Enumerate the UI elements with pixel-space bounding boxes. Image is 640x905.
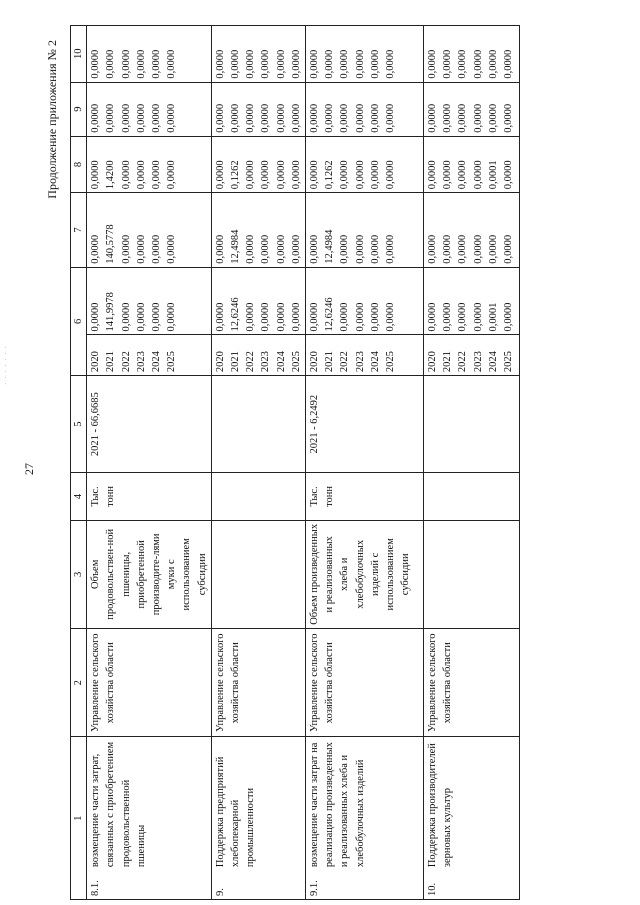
other-sources-value: 0,0000: [214, 49, 226, 79]
year-value: 2023: [472, 351, 484, 373]
page-number: 27: [22, 463, 36, 475]
total-value: 0,0000: [502, 302, 514, 332]
indicator: Объем продовольствен-ной пшеницы, приобретенной производите-лями муки с использованием субсидии: [87, 520, 212, 628]
unit: [211, 473, 305, 520]
regional-budget-value: 0,1262: [324, 160, 336, 190]
other-sources-value: 0,0000: [442, 49, 454, 79]
year: [305, 335, 423, 376]
total-value: 0,0000: [166, 302, 178, 332]
regional-budget-value: 0,0000: [502, 160, 514, 190]
indicator: [211, 520, 305, 628]
other-sources-value: 0,0000: [90, 49, 102, 79]
executor: Управление сельского хозяйства области: [305, 629, 423, 737]
year: [87, 335, 212, 376]
year-value: 2025: [384, 351, 396, 373]
regional-budget-value: 0,0000: [426, 160, 438, 190]
regional-budget-value: 0,0000: [120, 160, 132, 190]
regional-budget-value: 0,0000: [135, 160, 147, 190]
total-value: 0,0000: [214, 302, 226, 332]
column-number: 5: [71, 376, 87, 473]
total-value: 0,0000: [120, 302, 132, 332]
year-value: 2024: [369, 351, 381, 373]
regional-budget-value: 0,0000: [354, 160, 366, 190]
regional-budget-value: 0,0000: [308, 160, 320, 190]
federal-budget-value: 0,0000: [120, 234, 132, 264]
year-value: 2021: [442, 351, 454, 373]
federal-budget-value: 12,4984: [230, 229, 242, 264]
column-number: 2: [71, 629, 87, 737]
target-value: 2021 - 6,2492: [305, 376, 423, 473]
executor: Управление сельского хозяйства области: [423, 629, 519, 737]
column-number: 7: [71, 193, 87, 268]
local-budget-value: 0,0000: [214, 103, 226, 133]
federal-budget-value: 0,0000: [457, 234, 469, 264]
regional-budget-value: 0,0000: [339, 160, 351, 190]
total-value: 12,6246: [230, 297, 242, 332]
local-budget-value: 0,0000: [105, 103, 117, 133]
total-value: 0,0000: [150, 302, 162, 332]
total-value: 0,0000: [308, 302, 320, 332]
local-budget: [211, 82, 305, 136]
regional-budget-value: 0,0000: [442, 160, 454, 190]
federal-budget: [87, 193, 212, 268]
federal-budget-value: 0,0000: [290, 234, 302, 264]
total-value: 0,0000: [339, 302, 351, 332]
other-sources-value: 0,0000: [487, 49, 499, 79]
year-value: 2025: [502, 351, 514, 373]
regional-budget-value: 0,0000: [384, 160, 396, 190]
total-value: 0,0000: [275, 302, 287, 332]
local-budget-value: 0,0000: [442, 103, 454, 133]
local-budget-value: 0,0000: [260, 103, 272, 133]
federal-budget-value: 0,0000: [150, 234, 162, 264]
year: [423, 335, 519, 376]
total-value: 0,0000: [90, 302, 102, 332]
row-number: 9.1.: [305, 870, 423, 899]
unit: Тыс. тонн: [87, 473, 212, 520]
row-number: 8.1.: [87, 870, 212, 899]
year-value: 2021: [105, 351, 117, 373]
total-value: 0,0001: [487, 302, 499, 332]
year-value: 2025: [290, 351, 302, 373]
other-sources-value: 0,0000: [150, 49, 162, 79]
target-value: 2021 - 66,6685: [87, 376, 212, 473]
regional-budget-value: 0,0000: [275, 160, 287, 190]
total-value: 0,0000: [369, 302, 381, 332]
local-budget-value: 0,0000: [354, 103, 366, 133]
total-value: 0,0000: [384, 302, 396, 332]
other-sources: [423, 26, 519, 83]
year-value: 2024: [275, 351, 287, 373]
total-value: 0,0000: [260, 302, 272, 332]
total-value: 141,9978: [105, 292, 117, 332]
column-number: 4: [71, 473, 87, 520]
regional-budget-value: 0,0000: [260, 160, 272, 190]
other-sources-value: 0,0000: [230, 49, 242, 79]
target-value: [423, 376, 519, 473]
year-value: 2021: [324, 351, 336, 373]
year-value: 2025: [166, 351, 178, 373]
federal-budget-value: 12,4984: [324, 229, 336, 264]
regional-budget-value: 0,0000: [472, 160, 484, 190]
column-number: 9: [71, 82, 87, 136]
regional-budget: [305, 136, 423, 192]
local-budget: [87, 82, 212, 136]
other-sources-value: 0,0000: [308, 49, 320, 79]
year-value: 2022: [457, 351, 469, 373]
federal-budget-value: 0,0000: [426, 234, 438, 264]
column-number-row: [71, 26, 87, 900]
federal-budget-value: 0,0000: [487, 234, 499, 264]
local-budget-value: 0,0000: [426, 103, 438, 133]
other-sources-value: 0,0000: [324, 49, 336, 79]
local-budget-value: 0,0000: [166, 103, 178, 133]
indicator: [423, 520, 519, 628]
local-budget: [305, 82, 423, 136]
local-budget-value: 0,0000: [472, 103, 484, 133]
other-sources-value: 0,0000: [472, 49, 484, 79]
total-value: 12,6246: [324, 297, 336, 332]
column-number: 6: [71, 267, 87, 375]
regional-budget-value: 0,0000: [166, 160, 178, 190]
row-number: 9.: [211, 870, 305, 899]
measure-name: Поддержка производителей зерновых культур: [423, 737, 519, 870]
regional-budget-value: 0,0000: [457, 160, 469, 190]
federal-budget-value: 0,0000: [260, 234, 272, 264]
other-sources-value: 0,0000: [166, 49, 178, 79]
total: [87, 267, 212, 335]
federal-budget-value: 0,0000: [214, 234, 226, 264]
local-budget-value: 0,0000: [290, 103, 302, 133]
total: [423, 267, 519, 335]
local-budget-value: 0,0000: [369, 103, 381, 133]
measure-name: Поддержка предприятий хлебопекарной промышленности: [211, 737, 305, 870]
other-sources-value: 0,0000: [384, 49, 396, 79]
year: [211, 335, 305, 376]
total-value: 0,0000: [245, 302, 257, 332]
column-number: 3: [71, 520, 87, 628]
scan-mark: · · · · · · ·: [2, 345, 10, 385]
federal-budget-value: 0,0000: [166, 234, 178, 264]
year-value: 2024: [487, 351, 499, 373]
federal-budget-value: 0,0000: [135, 234, 147, 264]
federal-budget-value: 0,0000: [354, 234, 366, 264]
column-number: 8: [71, 136, 87, 192]
local-budget-value: 0,0000: [135, 103, 147, 133]
other-sources-value: 0,0000: [260, 49, 272, 79]
local-budget-value: 0,0000: [308, 103, 320, 133]
column-number: 1: [71, 737, 87, 900]
other-sources-value: 0,0000: [135, 49, 147, 79]
target-value: [211, 376, 305, 473]
regional-budget-value: 0,0000: [90, 160, 102, 190]
local-budget-value: 0,0000: [487, 103, 499, 133]
year-value: 2022: [245, 351, 257, 373]
table-row: [87, 26, 212, 900]
regional-budget-value: 0,1262: [230, 160, 242, 190]
federal-budget-value: 0,0000: [502, 234, 514, 264]
year-value: 2022: [339, 351, 351, 373]
other-sources-value: 0,0000: [502, 49, 514, 79]
table-row: [211, 26, 305, 900]
other-sources-value: 0,0000: [339, 49, 351, 79]
table-row: [423, 26, 519, 900]
year-value: 2022: [120, 351, 132, 373]
local-budget-value: 0,0000: [275, 103, 287, 133]
unit: [423, 473, 519, 520]
other-sources-value: 0,0000: [426, 49, 438, 79]
total-value: 0,0000: [442, 302, 454, 332]
local-budget-value: 0,0000: [457, 103, 469, 133]
year-value: 2020: [308, 351, 320, 373]
table-row: [305, 26, 423, 900]
federal-budget: [211, 193, 305, 268]
other-sources: [87, 26, 212, 83]
federal-budget-value: 0,0000: [442, 234, 454, 264]
total-value: 0,0000: [472, 302, 484, 332]
total-value: 0,0000: [457, 302, 469, 332]
regional-budget: [423, 136, 519, 192]
year-value: 2020: [426, 351, 438, 373]
executor: Управление сельского хозяйства области: [87, 629, 212, 737]
executor: Управление сельского хозяйства области: [211, 629, 305, 737]
federal-budget-value: 0,0000: [275, 234, 287, 264]
other-sources: [211, 26, 305, 83]
indicator: Объем произведенных и реализованных хлеба и хлебобулочных изделий с использованием субсидии: [305, 520, 423, 628]
year-value: 2023: [260, 351, 272, 373]
federal-budget-value: 0,0000: [90, 234, 102, 264]
year-value: 2024: [150, 351, 162, 373]
regional-budget-value: 1,4200: [105, 160, 117, 190]
local-budget: [423, 82, 519, 136]
local-budget-value: 0,0000: [339, 103, 351, 133]
row-number: 10.: [423, 870, 519, 899]
local-budget-value: 0,0000: [245, 103, 257, 133]
other-sources-value: 0,0000: [245, 49, 257, 79]
local-budget-value: 0,0000: [150, 103, 162, 133]
regional-budget: [211, 136, 305, 192]
program-table: [70, 25, 520, 900]
local-budget-value: 0,0000: [230, 103, 242, 133]
other-sources-value: 0,0000: [105, 49, 117, 79]
total-value: 0,0000: [426, 302, 438, 332]
year-value: 2023: [354, 351, 366, 373]
regional-budget-value: 0,0000: [150, 160, 162, 190]
local-budget-value: 0,0000: [502, 103, 514, 133]
year-value: 2020: [90, 351, 102, 373]
column-number: 10: [71, 26, 87, 83]
other-sources-value: 0,0000: [120, 49, 132, 79]
total-value: 0,0000: [290, 302, 302, 332]
year-value: 2021: [230, 351, 242, 373]
other-sources-value: 0,0000: [290, 49, 302, 79]
year-value: 2020: [214, 351, 226, 373]
federal-budget-value: 0,0000: [472, 234, 484, 264]
total: [305, 267, 423, 335]
federal-budget-value: 0,0000: [369, 234, 381, 264]
unit: Тыс. тонн: [305, 473, 423, 520]
federal-budget-value: 0,0000: [308, 234, 320, 264]
regional-budget-value: 0,0001: [487, 160, 499, 190]
federal-budget-value: 0,0000: [245, 234, 257, 264]
federal-budget-value: 140,5778: [105, 224, 117, 264]
regional-budget-value: 0,0000: [214, 160, 226, 190]
local-budget-value: 0,0000: [90, 103, 102, 133]
measure-name: возмещение части затрат, связанных с приобретением продовольственной пшеницы: [87, 737, 212, 870]
local-budget-value: 0,0000: [120, 103, 132, 133]
year-value: 2023: [135, 351, 147, 373]
other-sources-value: 0,0000: [354, 49, 366, 79]
regional-budget-value: 0,0000: [290, 160, 302, 190]
other-sources-value: 0,0000: [369, 49, 381, 79]
other-sources: [305, 26, 423, 83]
local-budget-value: 0,0000: [324, 103, 336, 133]
table-body: [87, 26, 520, 900]
regional-budget-value: 0,0000: [245, 160, 257, 190]
other-sources-value: 0,0000: [457, 49, 469, 79]
total: [211, 267, 305, 335]
total-value: 0,0000: [354, 302, 366, 332]
other-sources-value: 0,0000: [275, 49, 287, 79]
regional-budget: [87, 136, 212, 192]
federal-budget: [305, 193, 423, 268]
regional-budget-value: 0,0000: [369, 160, 381, 190]
continuation-title: Продолжение приложения № 2: [45, 40, 59, 199]
federal-budget: [423, 193, 519, 268]
measure-name: возмещение части затрат на реализацию произведенных и реализованных хлеба и хлебобулочных изделий: [305, 737, 423, 870]
local-budget-value: 0,0000: [384, 103, 396, 133]
total-value: 0,0000: [135, 302, 147, 332]
federal-budget-value: 0,0000: [339, 234, 351, 264]
federal-budget-value: 0,0000: [384, 234, 396, 264]
